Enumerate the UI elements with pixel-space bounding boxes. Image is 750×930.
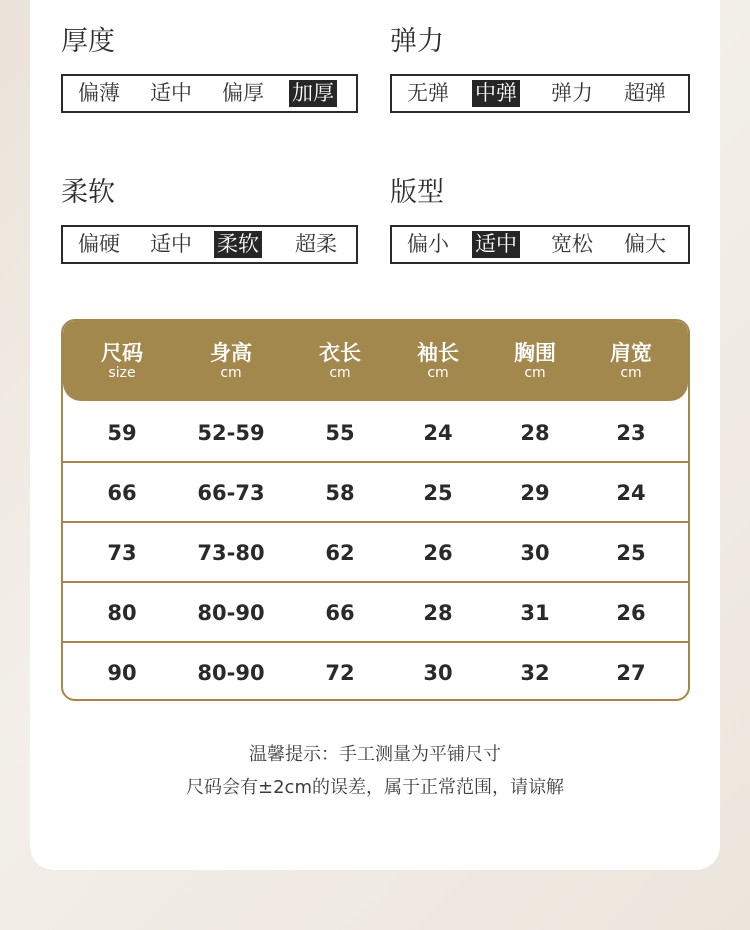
table-cell: 72 xyxy=(325,661,355,685)
header-name: 袖长 xyxy=(417,341,459,365)
header-name: 身高 xyxy=(210,341,252,365)
header-unit: size xyxy=(108,365,136,381)
header-name: 肩宽 xyxy=(610,341,652,365)
attr-option: 适中 xyxy=(150,81,192,105)
attr-options-box xyxy=(61,225,358,264)
table-header-cell xyxy=(210,321,252,401)
table-cell: 25 xyxy=(423,481,453,505)
table-header-cell xyxy=(319,321,361,401)
table-cell: 90 xyxy=(107,661,137,685)
table-cell: 25 xyxy=(616,541,646,565)
table-row xyxy=(63,403,688,463)
header-unit: cm xyxy=(220,365,242,381)
attr-option: 偏小 xyxy=(407,232,449,256)
attr-title: 厚度 xyxy=(61,26,115,57)
table-cell: 80-90 xyxy=(197,661,265,685)
header-unit: cm xyxy=(620,365,642,381)
table-cell: 26 xyxy=(616,601,646,625)
table-header-cell xyxy=(417,321,459,401)
attr-option-selected: 加厚 xyxy=(289,80,337,107)
attr-option-selected: 适中 xyxy=(472,231,520,258)
table-cell: 24 xyxy=(616,481,646,505)
attr-option: 超柔 xyxy=(295,232,337,256)
attr-title: 版型 xyxy=(390,177,444,208)
header-unit: cm xyxy=(329,365,351,381)
attr-title: 柔软 xyxy=(61,177,115,208)
header-unit: cm xyxy=(524,365,546,381)
table-cell: 80 xyxy=(107,601,137,625)
header-name: 尺码 xyxy=(101,341,143,365)
table-cell: 58 xyxy=(325,481,355,505)
attr-options-box xyxy=(390,74,690,113)
attr-option: 宽松 xyxy=(551,232,593,256)
table-row xyxy=(63,521,688,583)
measurement-note: 温馨提示：手工测量为平铺尺寸 xyxy=(249,744,501,765)
table-cell: 66 xyxy=(107,481,137,505)
table-cell: 28 xyxy=(520,421,550,445)
size-table xyxy=(61,319,690,701)
table-header-cell xyxy=(101,321,143,401)
table-cell: 59 xyxy=(107,421,137,445)
table-row xyxy=(63,581,688,643)
table-cell: 66-73 xyxy=(197,481,265,505)
table-header xyxy=(63,321,688,401)
tolerance-note: 尺码会有±2cm的误差，属于正常范围，请谅解 xyxy=(186,777,564,798)
table-header-cell xyxy=(514,321,556,401)
table-cell: 23 xyxy=(616,421,646,445)
attr-option-selected: 柔软 xyxy=(214,231,262,258)
header-name: 衣长 xyxy=(319,341,361,365)
attr-option: 偏大 xyxy=(624,232,666,256)
table-cell: 80-90 xyxy=(197,601,265,625)
table-row xyxy=(63,461,688,523)
attr-options-box xyxy=(61,74,358,113)
table-header-cell xyxy=(610,321,652,401)
attr-option-selected: 中弹 xyxy=(472,80,520,107)
table-cell: 26 xyxy=(423,541,453,565)
table-cell: 31 xyxy=(520,601,550,625)
table-row xyxy=(63,641,688,701)
table-cell: 27 xyxy=(616,661,646,685)
table-cell: 62 xyxy=(325,541,355,565)
attr-options-box xyxy=(390,225,690,264)
table-cell: 29 xyxy=(520,481,550,505)
attr-option: 偏硬 xyxy=(78,232,120,256)
attr-option: 超弹 xyxy=(624,81,666,105)
attr-option: 偏薄 xyxy=(78,81,120,105)
header-unit: cm xyxy=(427,365,449,381)
table-cell: 52-59 xyxy=(197,421,265,445)
attr-title: 弹力 xyxy=(390,26,444,57)
table-cell: 32 xyxy=(520,661,550,685)
table-cell: 66 xyxy=(325,601,355,625)
attr-option: 无弹 xyxy=(407,81,449,105)
table-cell: 55 xyxy=(325,421,355,445)
table-cell: 30 xyxy=(423,661,453,685)
attr-option: 偏厚 xyxy=(222,81,264,105)
table-cell: 73 xyxy=(107,541,137,565)
attr-option: 弹力 xyxy=(551,81,593,105)
table-cell: 73-80 xyxy=(197,541,265,565)
header-name: 胸围 xyxy=(514,341,556,365)
attr-option: 适中 xyxy=(150,232,192,256)
table-cell: 24 xyxy=(423,421,453,445)
table-cell: 28 xyxy=(423,601,453,625)
table-cell: 30 xyxy=(520,541,550,565)
